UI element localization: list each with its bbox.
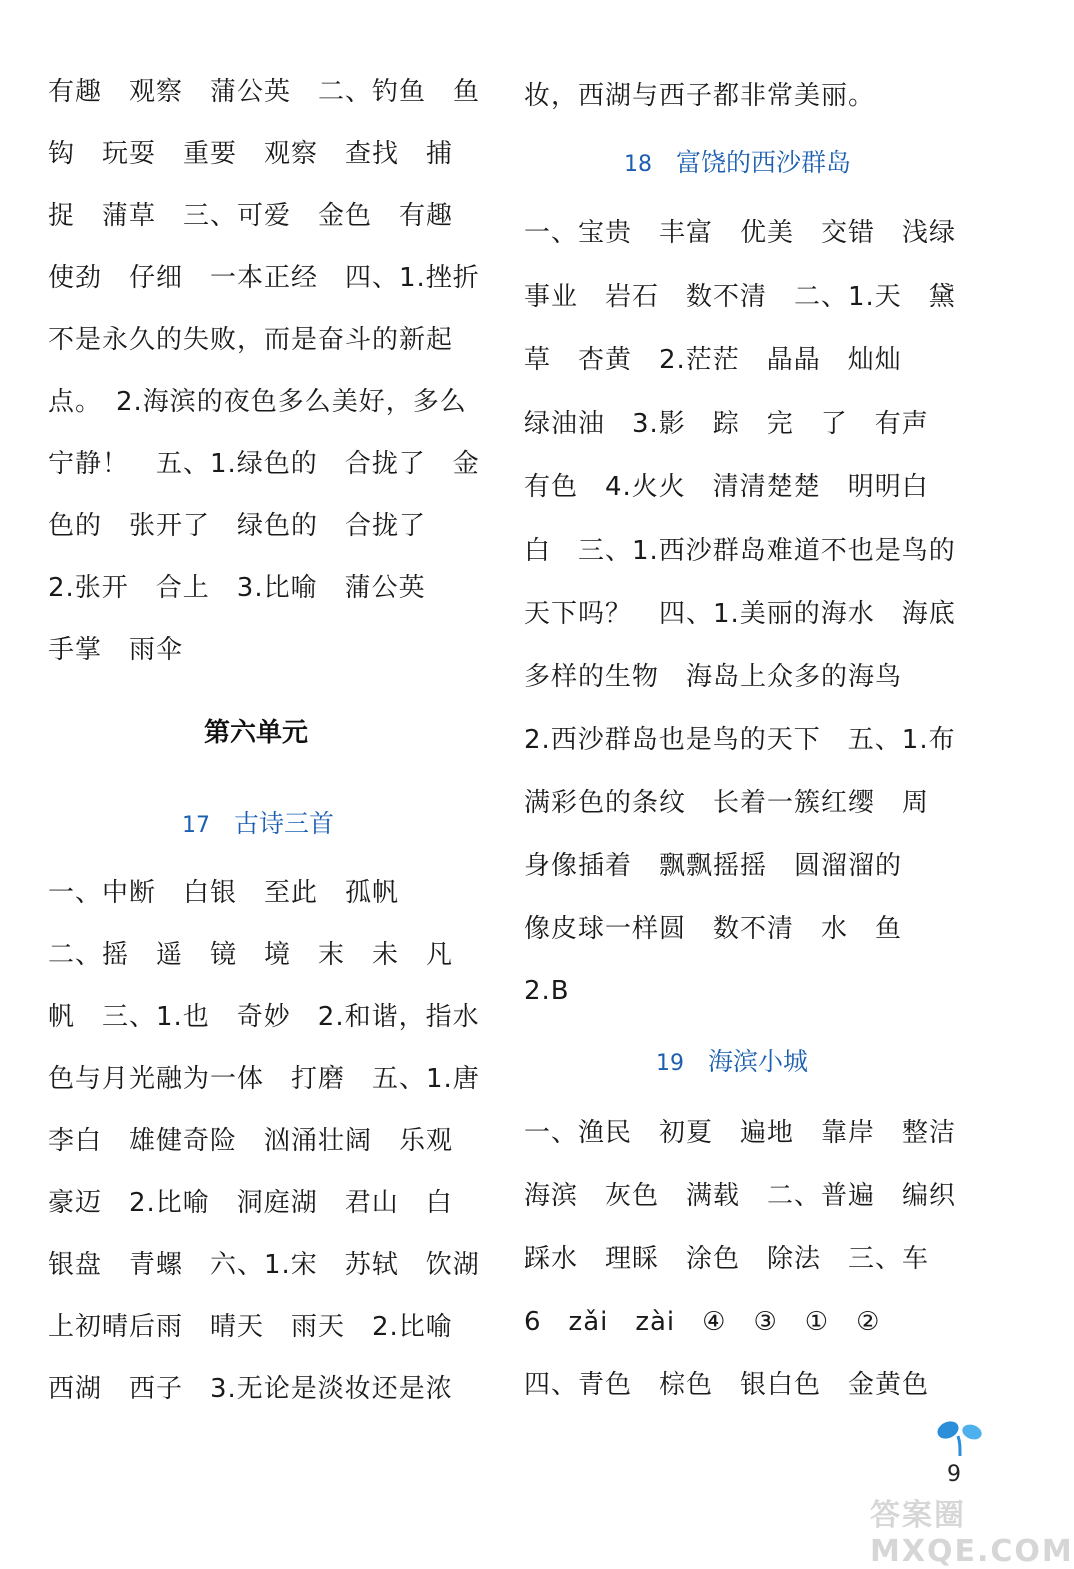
text-line: 西湖 西子 3.无论是淡妆还是浓 <box>48 1374 453 1404</box>
text-line: 多样的生物 海岛上众多的海鸟 <box>524 662 903 692</box>
text-line: 钩 玩耍 重要 观察 查找 捕 <box>48 139 454 169</box>
lesson-title: 富饶的西沙群岛 <box>676 148 852 177</box>
text-line: 一、中断 白银 至此 孤帆 <box>48 878 400 908</box>
text-line: 2.B <box>524 976 570 1006</box>
text-line: 帆 三、1.也 奇妙 2.和谐，指水 <box>48 1002 480 1032</box>
text-line: 有色 4.火火 清清楚楚 明明白 <box>524 472 929 502</box>
text-line: 李白 雄健奇险 汹涌壮阔 乐观 <box>48 1126 454 1156</box>
text-line: 白 三、1.西沙群岛难道不也是鸟的 <box>524 536 956 566</box>
lesson-number: 17 <box>182 813 210 838</box>
text-line: 踩水 理睬 涂色 除法 三、车 <box>524 1244 930 1274</box>
lesson-title: 古诗三首 <box>234 809 335 838</box>
text-line: 二、摇 遥 镜 境 末 未 凡 <box>48 940 454 970</box>
text-line: 满彩色的条纹 长着一簇红缨 周 <box>524 788 930 818</box>
page-number: 9 <box>947 1462 961 1487</box>
lesson-title: 海滨小城 <box>708 1047 809 1076</box>
text-line: 一、渔民 初夏 遍地 靠岸 整洁 <box>524 1118 957 1148</box>
unit-title: 第六单元 <box>204 718 309 748</box>
lesson-number: 18 <box>624 152 652 177</box>
text-line: 绿油油 3.影 踪 完 了 有声 <box>524 409 929 439</box>
text-line: 2.张开 合上 3.比喻 蒲公英 <box>48 573 426 603</box>
text-line: 一、宝贵 丰富 优美 交错 浅绿 <box>524 218 957 248</box>
lesson-heading-17 <box>182 804 334 846</box>
text-line: 上初晴后雨 晴天 雨天 2.比喻 <box>48 1312 453 1342</box>
text-line: 草 杏黄 2.茫茫 晶晶 灿灿 <box>524 345 902 375</box>
text-line: 手掌 雨伞 <box>48 635 184 665</box>
text-line: 2.西沙群岛也是鸟的天下 五、1.布 <box>524 725 956 755</box>
text-line: 色与月光融为一体 打磨 五、1.唐 <box>48 1064 480 1094</box>
text-line: 银盘 青螺 六、1.宋 苏轼 饮湖 <box>48 1250 480 1280</box>
lesson-heading-18 <box>624 143 851 185</box>
text-line: 点。 2.海滨的夜色多么美好，多么 <box>48 387 467 417</box>
text-line: 事业 岩石 数不清 二、1.天 黛 <box>524 282 956 312</box>
text-line: 宁静！ 五、1.绿色的 合拢了 金 <box>48 449 480 479</box>
text-line: 四、青色 棕色 银白色 金黄色 <box>524 1370 930 1400</box>
watermark: 答案圈 MXQE.COM <box>870 1498 1074 1569</box>
lesson-heading-19 <box>656 1042 808 1084</box>
lesson-number: 19 <box>656 1051 684 1076</box>
text-line: 像皮球一样圆 数不清 水 鱼 <box>524 914 903 944</box>
text-line: 6 zǎi zài ④ ③ ① ② <box>524 1307 881 1337</box>
text-line: 色的 张开了 绿色的 合拢了 <box>48 511 427 541</box>
text-line: 有趣 观察 蒲公英 二、钓鱼 鱼 <box>48 77 481 107</box>
text-line: 海滨 灰色 满载 二、普遍 编织 <box>524 1181 957 1211</box>
text-line: 天下吗？ 四、1.美丽的海水 海底 <box>524 599 956 629</box>
text-line: 捉 蒲草 三、可爱 金色 有趣 <box>48 201 454 231</box>
text-line: 妆，西湖与西子都非常美丽。 <box>524 81 876 111</box>
sprout-logo-icon <box>930 1418 990 1458</box>
text-line: 身像插着 飘飘摇摇 圆溜溜的 <box>524 851 903 881</box>
text-line: 豪迈 2.比喻 洞庭湖 君山 白 <box>48 1188 453 1218</box>
text-line: 不是永久的失败，而是奋斗的新起 <box>48 325 454 355</box>
text-line: 使劲 仔细 一本正经 四、1.挫折 <box>48 263 480 293</box>
